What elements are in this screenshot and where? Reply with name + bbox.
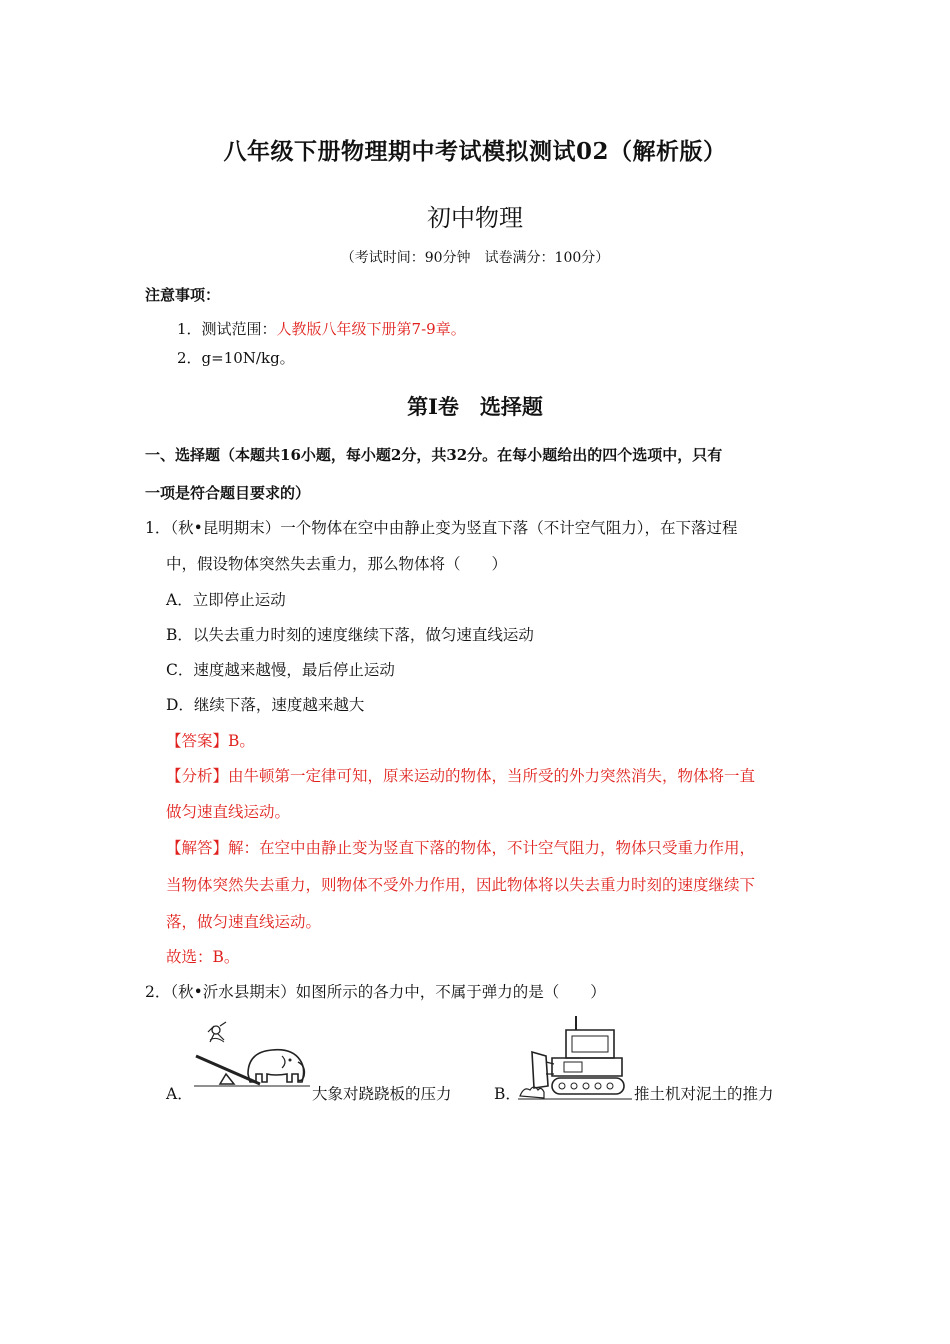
q2-option-b-label: B．	[494, 1085, 521, 1103]
q1-option-c: C．速度越来越慢，最后停止运动	[166, 661, 395, 679]
q1-analysis-line-2: 做匀速直线运动。	[166, 803, 291, 821]
bulldozer-image	[518, 1012, 634, 1102]
q1-solution-line-1: 【解答】解：在空中由静止变为竖直下落的物体，不计空气阻力，物体只受重力作用，	[166, 839, 756, 857]
q1-conclusion: 故选：B。	[166, 948, 240, 966]
q1-solution-line-2: 当物体突然失去重力，则物体不受外力作用，因此物体将以失去重力时刻的速度继续下	[166, 876, 756, 894]
q1-solution-line-3: 落，做匀速直线运动。	[166, 913, 322, 931]
notice-heading: 注意事项：	[145, 286, 221, 304]
section-title: 第Ⅰ卷 选择题	[407, 394, 543, 419]
q1-option-d: D．继续下落，速度越来越大	[166, 696, 365, 714]
part-instructions-line-2: 一项是符合题目要求的）	[145, 484, 311, 502]
q1-answer: 【答案】B。	[166, 732, 255, 750]
q1-stem-line-2: 中，假设物体突然失去重力，那么物体将（ ）	[166, 555, 508, 573]
notice-item-1-prefix: 1．测试范围：	[177, 320, 277, 338]
notice-item-1	[177, 318, 466, 339]
q1-stem-line-1: 1．（秋•昆明期末）一个物体在空中由静止变为竖直下落（不计空气阻力），在下落过程	[145, 519, 738, 537]
q2-option-a-label: A．	[166, 1085, 193, 1103]
exam-info: （考试时间：90分钟 试卷满分：100分）	[340, 250, 610, 266]
notice-item-2: 2．g=10N/kg。	[177, 349, 295, 367]
subject-heading: 初中物理	[427, 204, 523, 232]
elephant-seesaw-image	[190, 1018, 312, 1102]
notice-item-1-scope: 人教版八年级下册第7-9章。	[276, 320, 466, 338]
q1-option-a: A．立即停止运动	[166, 591, 286, 609]
q2-stem: 2．（秋•沂水县期末）如图所示的各力中，不属于弹力的是（ ）	[145, 983, 606, 1001]
q2-option-b-text: 推土机对泥土的推力	[634, 1085, 774, 1103]
document-title: 八年级下册物理期中考试模拟测试02（解析版）	[223, 138, 727, 165]
q2-option-a-text: 大象对跷跷板的压力	[312, 1085, 452, 1103]
part-instructions-line-1: 一、选择题（本题共16小题，每小题2分，共32分。在每小题给出的四个选项中，只有	[145, 446, 723, 464]
q1-option-b: B．以失去重力时刻的速度继续下落，做匀速直线运动	[166, 626, 534, 644]
q1-analysis-line-1: 【分析】由牛顿第一定律可知，原来运动的物体，当所受的外力突然消失，物体将一直	[166, 767, 756, 785]
